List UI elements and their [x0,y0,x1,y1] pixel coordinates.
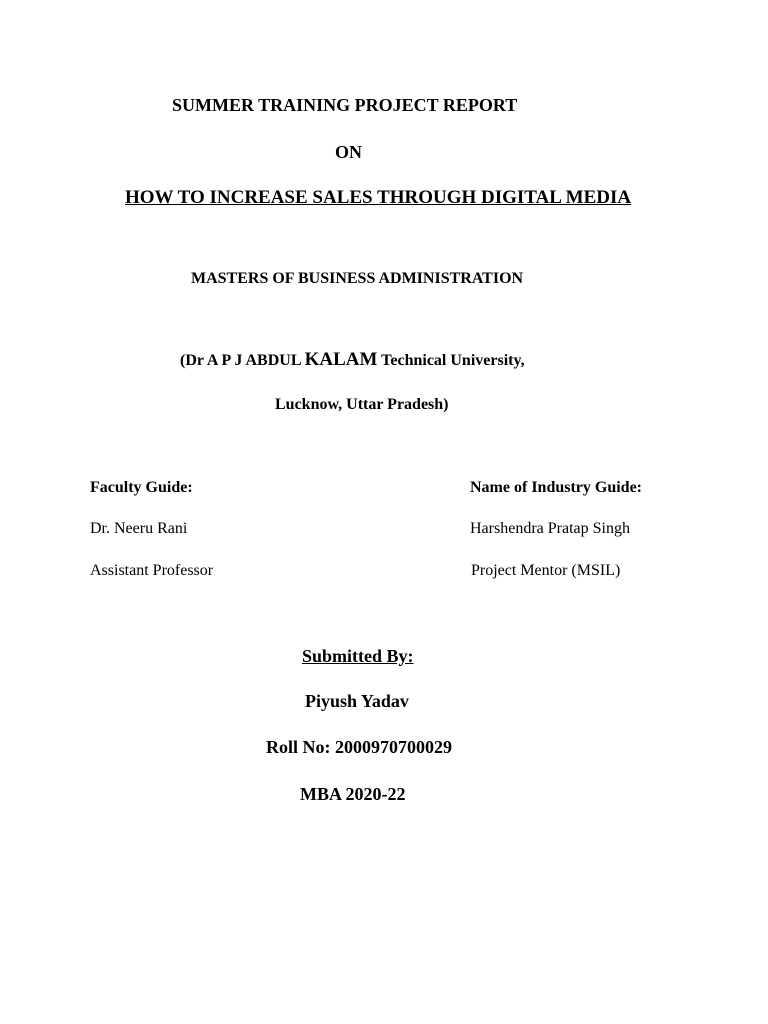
submitted-by-label: Submitted By: [302,646,414,666]
report-topic: HOW TO INCREASE SALES THROUGH DIGITAL MEDIA [125,187,632,208]
program-batch: MBA 2020-22 [300,784,406,804]
industry-guide-name: Harshendra Pratap Singh [470,520,630,537]
industry-guide-heading: Name of Industry Guide: [470,479,643,496]
university-line [180,350,525,369]
report-on-label: ON [335,142,362,162]
university-emphasis: KALAM [304,349,378,370]
university-suffix: Technical University, [377,352,525,369]
student-name: Piyush Yadav [305,691,409,711]
university-prefix: (Dr A P J ABDUL [180,352,305,369]
faculty-guide-heading: Faculty Guide: [90,479,193,496]
degree-name: MASTERS OF BUSINESS ADMINISTRATION [191,270,524,287]
faculty-guide-designation: Assistant Professor [90,562,214,579]
faculty-guide-name: Dr. Neeru Rani [90,520,188,537]
report-title: SUMMER TRAINING PROJECT REPORT [172,95,518,115]
industry-guide-designation: Project Mentor (MSIL) [471,562,621,579]
roll-number: Roll No: 2000970700029 [266,737,452,757]
university-location: Lucknow, Uttar Pradesh) [275,396,449,413]
